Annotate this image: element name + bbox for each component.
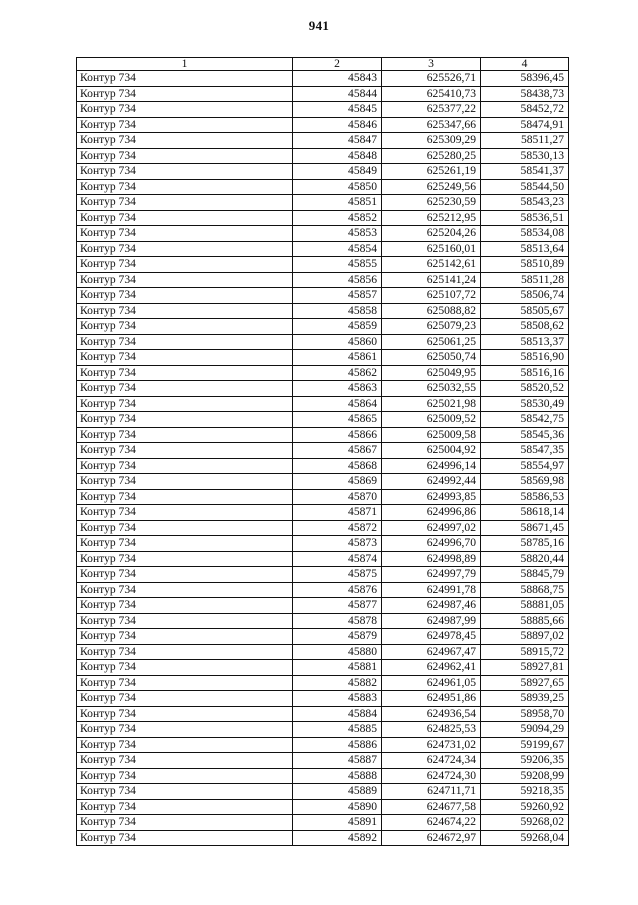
x-coordinate-cell: 624677,58 bbox=[382, 799, 481, 815]
table-row bbox=[77, 71, 569, 87]
table-row bbox=[77, 582, 569, 598]
y-coordinate-cell: 58536,51 bbox=[481, 210, 569, 226]
table-row bbox=[77, 474, 569, 490]
y-coordinate-cell: 58881,05 bbox=[481, 598, 569, 614]
x-coordinate-cell: 625410,73 bbox=[382, 86, 481, 102]
contour-name-cell: Контур 734 bbox=[77, 334, 293, 350]
contour-name-cell: Контур 734 bbox=[77, 722, 293, 738]
contour-name-cell: Контур 734 bbox=[77, 365, 293, 381]
y-coordinate-cell: 58452,72 bbox=[481, 102, 569, 118]
table-header bbox=[77, 58, 569, 71]
y-coordinate-cell: 58544,50 bbox=[481, 179, 569, 195]
table-row bbox=[77, 381, 569, 397]
contour-name-cell: Контур 734 bbox=[77, 582, 293, 598]
contour-name-cell: Контур 734 bbox=[77, 598, 293, 614]
table-row bbox=[77, 799, 569, 815]
contour-name-cell: Контур 734 bbox=[77, 179, 293, 195]
table-row bbox=[77, 412, 569, 428]
y-coordinate-cell: 58505,67 bbox=[481, 303, 569, 319]
x-coordinate-cell: 624961,05 bbox=[382, 675, 481, 691]
table-row bbox=[77, 226, 569, 242]
y-coordinate-cell: 58845,79 bbox=[481, 567, 569, 583]
x-coordinate-cell: 625032,55 bbox=[382, 381, 481, 397]
point-number-cell: 45876 bbox=[293, 582, 382, 598]
contour-name-cell: Контур 734 bbox=[77, 164, 293, 180]
point-number-cell: 45871 bbox=[293, 505, 382, 521]
table-row bbox=[77, 427, 569, 443]
table-row bbox=[77, 520, 569, 536]
point-number-cell: 45892 bbox=[293, 830, 382, 846]
point-number-cell: 45860 bbox=[293, 334, 382, 350]
point-number-cell: 45865 bbox=[293, 412, 382, 428]
page-number: 941 bbox=[308, 18, 330, 33]
x-coordinate-cell: 625079,23 bbox=[382, 319, 481, 335]
x-coordinate-cell: 624996,70 bbox=[382, 536, 481, 552]
y-coordinate-cell: 58474,91 bbox=[481, 117, 569, 133]
point-number-cell: 45889 bbox=[293, 784, 382, 800]
point-number-cell: 45843 bbox=[293, 71, 382, 87]
contour-name-cell: Контур 734 bbox=[77, 644, 293, 660]
table-row bbox=[77, 644, 569, 660]
table-row bbox=[77, 102, 569, 118]
table-row bbox=[77, 629, 569, 645]
y-coordinate-cell: 58513,37 bbox=[481, 334, 569, 350]
table-row bbox=[77, 830, 569, 846]
contour-name-cell: Контур 734 bbox=[77, 536, 293, 552]
point-number-cell: 45858 bbox=[293, 303, 382, 319]
x-coordinate-cell: 625009,52 bbox=[382, 412, 481, 428]
y-coordinate-cell: 58885,66 bbox=[481, 613, 569, 629]
point-number-cell: 45882 bbox=[293, 675, 382, 691]
table-row bbox=[77, 660, 569, 676]
table-row bbox=[77, 505, 569, 521]
y-coordinate-cell: 59268,04 bbox=[481, 830, 569, 846]
contour-name-cell: Контур 734 bbox=[77, 706, 293, 722]
point-number-cell: 45875 bbox=[293, 567, 382, 583]
x-coordinate-cell: 625142,61 bbox=[382, 257, 481, 273]
contour-name-cell: Контур 734 bbox=[77, 675, 293, 691]
y-coordinate-cell: 58541,37 bbox=[481, 164, 569, 180]
point-number-cell: 45861 bbox=[293, 350, 382, 366]
contour-name-cell: Контур 734 bbox=[77, 86, 293, 102]
point-number-cell: 45872 bbox=[293, 520, 382, 536]
table-row bbox=[77, 396, 569, 412]
contour-name-cell: Контур 734 bbox=[77, 474, 293, 490]
y-coordinate-cell: 58897,02 bbox=[481, 629, 569, 645]
x-coordinate-cell: 624996,86 bbox=[382, 505, 481, 521]
contour-name-cell: Контур 734 bbox=[77, 396, 293, 412]
contour-name-cell: Контур 734 bbox=[77, 427, 293, 443]
table-row bbox=[77, 768, 569, 784]
point-number-cell: 45885 bbox=[293, 722, 382, 738]
point-number-cell: 45852 bbox=[293, 210, 382, 226]
x-coordinate-cell: 624825,53 bbox=[382, 722, 481, 738]
contour-name-cell: Контур 734 bbox=[77, 303, 293, 319]
x-coordinate-cell: 625009,58 bbox=[382, 427, 481, 443]
contour-name-cell: Контур 734 bbox=[77, 551, 293, 567]
table-row bbox=[77, 210, 569, 226]
x-coordinate-cell: 624674,22 bbox=[382, 815, 481, 831]
x-coordinate-cell: 625261,19 bbox=[382, 164, 481, 180]
y-coordinate-cell: 58438,73 bbox=[481, 86, 569, 102]
table-row bbox=[77, 86, 569, 102]
contour-name-cell: Контур 734 bbox=[77, 613, 293, 629]
contour-name-cell: Контур 734 bbox=[77, 815, 293, 831]
contour-name-cell: Контур 734 bbox=[77, 148, 293, 164]
point-number-cell: 45849 bbox=[293, 164, 382, 180]
x-coordinate-cell: 625107,72 bbox=[382, 288, 481, 304]
x-coordinate-cell: 625309,29 bbox=[382, 133, 481, 149]
y-coordinate-cell: 59268,02 bbox=[481, 815, 569, 831]
x-coordinate-cell: 625230,59 bbox=[382, 195, 481, 211]
table-body bbox=[77, 71, 569, 846]
y-coordinate-cell: 58820,44 bbox=[481, 551, 569, 567]
table-row bbox=[77, 458, 569, 474]
x-coordinate-cell: 625021,98 bbox=[382, 396, 481, 412]
contour-name-cell: Контур 734 bbox=[77, 288, 293, 304]
point-number-cell: 45891 bbox=[293, 815, 382, 831]
y-coordinate-cell: 58510,89 bbox=[481, 257, 569, 273]
point-number-cell: 45864 bbox=[293, 396, 382, 412]
contour-name-cell: Контур 734 bbox=[77, 71, 293, 87]
contour-name-cell: Контур 734 bbox=[77, 350, 293, 366]
x-coordinate-cell: 624987,46 bbox=[382, 598, 481, 614]
x-coordinate-cell: 625141,24 bbox=[382, 272, 481, 288]
table-row bbox=[77, 133, 569, 149]
point-number-cell: 45887 bbox=[293, 753, 382, 769]
y-coordinate-cell: 59218,35 bbox=[481, 784, 569, 800]
contour-name-cell: Контур 734 bbox=[77, 691, 293, 707]
contour-name-cell: Контур 734 bbox=[77, 102, 293, 118]
header-col-4: 4 bbox=[481, 58, 569, 71]
point-number-cell: 45883 bbox=[293, 691, 382, 707]
point-number-cell: 45888 bbox=[293, 768, 382, 784]
point-number-cell: 45847 bbox=[293, 133, 382, 149]
y-coordinate-cell: 58534,08 bbox=[481, 226, 569, 242]
y-coordinate-cell: 58542,75 bbox=[481, 412, 569, 428]
point-number-cell: 45857 bbox=[293, 288, 382, 304]
table-row bbox=[77, 288, 569, 304]
x-coordinate-cell: 625088,82 bbox=[382, 303, 481, 319]
contour-name-cell: Контур 734 bbox=[77, 830, 293, 846]
table-row bbox=[77, 691, 569, 707]
point-number-cell: 45853 bbox=[293, 226, 382, 242]
y-coordinate-cell: 58927,65 bbox=[481, 675, 569, 691]
contour-name-cell: Контур 734 bbox=[77, 520, 293, 536]
table-row bbox=[77, 722, 569, 738]
point-number-cell: 45859 bbox=[293, 319, 382, 335]
table-row bbox=[77, 613, 569, 629]
y-coordinate-cell: 58958,70 bbox=[481, 706, 569, 722]
table-row bbox=[77, 753, 569, 769]
point-number-cell: 45869 bbox=[293, 474, 382, 490]
x-coordinate-cell: 624724,34 bbox=[382, 753, 481, 769]
point-number-cell: 45862 bbox=[293, 365, 382, 381]
contour-name-cell: Контур 734 bbox=[77, 505, 293, 521]
coordinates-table bbox=[76, 57, 569, 846]
point-number-cell: 45845 bbox=[293, 102, 382, 118]
header-col-2: 2 bbox=[293, 58, 382, 71]
x-coordinate-cell: 625160,01 bbox=[382, 241, 481, 257]
contour-name-cell: Контур 734 bbox=[77, 489, 293, 505]
point-number-cell: 45844 bbox=[293, 86, 382, 102]
point-number-cell: 45867 bbox=[293, 443, 382, 459]
contour-name-cell: Контур 734 bbox=[77, 567, 293, 583]
y-coordinate-cell: 58530,13 bbox=[481, 148, 569, 164]
contour-name-cell: Контур 734 bbox=[77, 412, 293, 428]
contour-name-cell: Контур 734 bbox=[77, 241, 293, 257]
header-row bbox=[77, 58, 569, 71]
table-row bbox=[77, 737, 569, 753]
point-number-cell: 45879 bbox=[293, 629, 382, 645]
y-coordinate-cell: 58511,28 bbox=[481, 272, 569, 288]
point-number-cell: 45873 bbox=[293, 536, 382, 552]
contour-name-cell: Контур 734 bbox=[77, 629, 293, 645]
point-number-cell: 45884 bbox=[293, 706, 382, 722]
table-row bbox=[77, 195, 569, 211]
y-coordinate-cell: 58396,45 bbox=[481, 71, 569, 87]
x-coordinate-cell: 625280,25 bbox=[382, 148, 481, 164]
contour-name-cell: Контур 734 bbox=[77, 443, 293, 459]
point-number-cell: 45890 bbox=[293, 799, 382, 815]
table-row bbox=[77, 272, 569, 288]
x-coordinate-cell: 624991,78 bbox=[382, 582, 481, 598]
y-coordinate-cell: 58520,52 bbox=[481, 381, 569, 397]
contour-name-cell: Контур 734 bbox=[77, 381, 293, 397]
table-row bbox=[77, 241, 569, 257]
y-coordinate-cell: 59208,99 bbox=[481, 768, 569, 784]
table-row bbox=[77, 706, 569, 722]
x-coordinate-cell: 624962,41 bbox=[382, 660, 481, 676]
point-number-cell: 45850 bbox=[293, 179, 382, 195]
y-coordinate-cell: 58785,16 bbox=[481, 536, 569, 552]
contour-name-cell: Контур 734 bbox=[77, 768, 293, 784]
contour-name-cell: Контур 734 bbox=[77, 753, 293, 769]
x-coordinate-cell: 625212,95 bbox=[382, 210, 481, 226]
y-coordinate-cell: 58927,81 bbox=[481, 660, 569, 676]
table-row bbox=[77, 164, 569, 180]
y-coordinate-cell: 58530,49 bbox=[481, 396, 569, 412]
y-coordinate-cell: 59094,29 bbox=[481, 722, 569, 738]
table-row bbox=[77, 334, 569, 350]
y-coordinate-cell: 59199,67 bbox=[481, 737, 569, 753]
y-coordinate-cell: 58508,62 bbox=[481, 319, 569, 335]
x-coordinate-cell: 624987,99 bbox=[382, 613, 481, 629]
y-coordinate-cell: 58868,75 bbox=[481, 582, 569, 598]
table-row bbox=[77, 443, 569, 459]
x-coordinate-cell: 625249,56 bbox=[382, 179, 481, 195]
x-coordinate-cell: 624711,71 bbox=[382, 784, 481, 800]
y-coordinate-cell: 58516,90 bbox=[481, 350, 569, 366]
point-number-cell: 45856 bbox=[293, 272, 382, 288]
header-col-3: 3 bbox=[382, 58, 481, 71]
point-number-cell: 45846 bbox=[293, 117, 382, 133]
x-coordinate-cell: 624724,30 bbox=[382, 768, 481, 784]
y-coordinate-cell: 58554,97 bbox=[481, 458, 569, 474]
table-row bbox=[77, 350, 569, 366]
table-row bbox=[77, 598, 569, 614]
table-row bbox=[77, 551, 569, 567]
point-number-cell: 45870 bbox=[293, 489, 382, 505]
x-coordinate-cell: 624993,85 bbox=[382, 489, 481, 505]
y-coordinate-cell: 58586,53 bbox=[481, 489, 569, 505]
contour-name-cell: Контур 734 bbox=[77, 458, 293, 474]
point-number-cell: 45868 bbox=[293, 458, 382, 474]
contour-name-cell: Контур 734 bbox=[77, 210, 293, 226]
x-coordinate-cell: 624672,97 bbox=[382, 830, 481, 846]
x-coordinate-cell: 625004,92 bbox=[382, 443, 481, 459]
y-coordinate-cell: 58618,14 bbox=[481, 505, 569, 521]
y-coordinate-cell: 58915,72 bbox=[481, 644, 569, 660]
contour-name-cell: Контур 734 bbox=[77, 784, 293, 800]
point-number-cell: 45877 bbox=[293, 598, 382, 614]
y-coordinate-cell: 58939,25 bbox=[481, 691, 569, 707]
point-number-cell: 45880 bbox=[293, 644, 382, 660]
x-coordinate-cell: 625347,66 bbox=[382, 117, 481, 133]
x-coordinate-cell: 624997,02 bbox=[382, 520, 481, 536]
y-coordinate-cell: 58516,16 bbox=[481, 365, 569, 381]
y-coordinate-cell: 58511,27 bbox=[481, 133, 569, 149]
y-coordinate-cell: 58547,35 bbox=[481, 443, 569, 459]
point-number-cell: 45886 bbox=[293, 737, 382, 753]
x-coordinate-cell: 624992,44 bbox=[382, 474, 481, 490]
point-number-cell: 45881 bbox=[293, 660, 382, 676]
contour-name-cell: Контур 734 bbox=[77, 660, 293, 676]
table-row bbox=[77, 365, 569, 381]
contour-name-cell: Контур 734 bbox=[77, 226, 293, 242]
x-coordinate-cell: 624951,86 bbox=[382, 691, 481, 707]
y-coordinate-cell: 58545,36 bbox=[481, 427, 569, 443]
point-number-cell: 45848 bbox=[293, 148, 382, 164]
table-row bbox=[77, 117, 569, 133]
y-coordinate-cell: 59260,92 bbox=[481, 799, 569, 815]
table-row bbox=[77, 303, 569, 319]
contour-name-cell: Контур 734 bbox=[77, 737, 293, 753]
table-row bbox=[77, 257, 569, 273]
x-coordinate-cell: 625204,26 bbox=[382, 226, 481, 242]
x-coordinate-cell: 624967,47 bbox=[382, 644, 481, 660]
x-coordinate-cell: 624996,14 bbox=[382, 458, 481, 474]
contour-name-cell: Контур 734 bbox=[77, 133, 293, 149]
contour-name-cell: Контур 734 bbox=[77, 272, 293, 288]
x-coordinate-cell: 625050,74 bbox=[382, 350, 481, 366]
x-coordinate-cell: 624978,45 bbox=[382, 629, 481, 645]
table-row bbox=[77, 179, 569, 195]
point-number-cell: 45854 bbox=[293, 241, 382, 257]
header-col-1: 1 bbox=[77, 58, 293, 71]
table-row bbox=[77, 489, 569, 505]
contour-name-cell: Контур 734 bbox=[77, 319, 293, 335]
contour-name-cell: Контур 734 bbox=[77, 195, 293, 211]
table-row bbox=[77, 815, 569, 831]
point-number-cell: 45863 bbox=[293, 381, 382, 397]
x-coordinate-cell: 625049,95 bbox=[382, 365, 481, 381]
x-coordinate-cell: 624936,54 bbox=[382, 706, 481, 722]
y-coordinate-cell: 58671,45 bbox=[481, 520, 569, 536]
point-number-cell: 45866 bbox=[293, 427, 382, 443]
x-coordinate-cell: 624731,02 bbox=[382, 737, 481, 753]
x-coordinate-cell: 625526,71 bbox=[382, 71, 481, 87]
contour-name-cell: Контур 734 bbox=[77, 257, 293, 273]
contour-name-cell: Контур 734 bbox=[77, 799, 293, 815]
y-coordinate-cell: 59206,35 bbox=[481, 753, 569, 769]
table-row bbox=[77, 675, 569, 691]
x-coordinate-cell: 624997,79 bbox=[382, 567, 481, 583]
x-coordinate-cell: 625061,25 bbox=[382, 334, 481, 350]
point-number-cell: 45851 bbox=[293, 195, 382, 211]
table-row bbox=[77, 319, 569, 335]
point-number-cell: 45855 bbox=[293, 257, 382, 273]
table-row bbox=[77, 567, 569, 583]
point-number-cell: 45874 bbox=[293, 551, 382, 567]
y-coordinate-cell: 58506,74 bbox=[481, 288, 569, 304]
contour-name-cell: Контур 734 bbox=[77, 117, 293, 133]
y-coordinate-cell: 58513,64 bbox=[481, 241, 569, 257]
table-row bbox=[77, 148, 569, 164]
table-row bbox=[77, 536, 569, 552]
x-coordinate-cell: 624998,89 bbox=[382, 551, 481, 567]
table-row bbox=[77, 784, 569, 800]
y-coordinate-cell: 58543,23 bbox=[481, 195, 569, 211]
point-number-cell: 45878 bbox=[293, 613, 382, 629]
y-coordinate-cell: 58569,98 bbox=[481, 474, 569, 490]
x-coordinate-cell: 625377,22 bbox=[382, 102, 481, 118]
